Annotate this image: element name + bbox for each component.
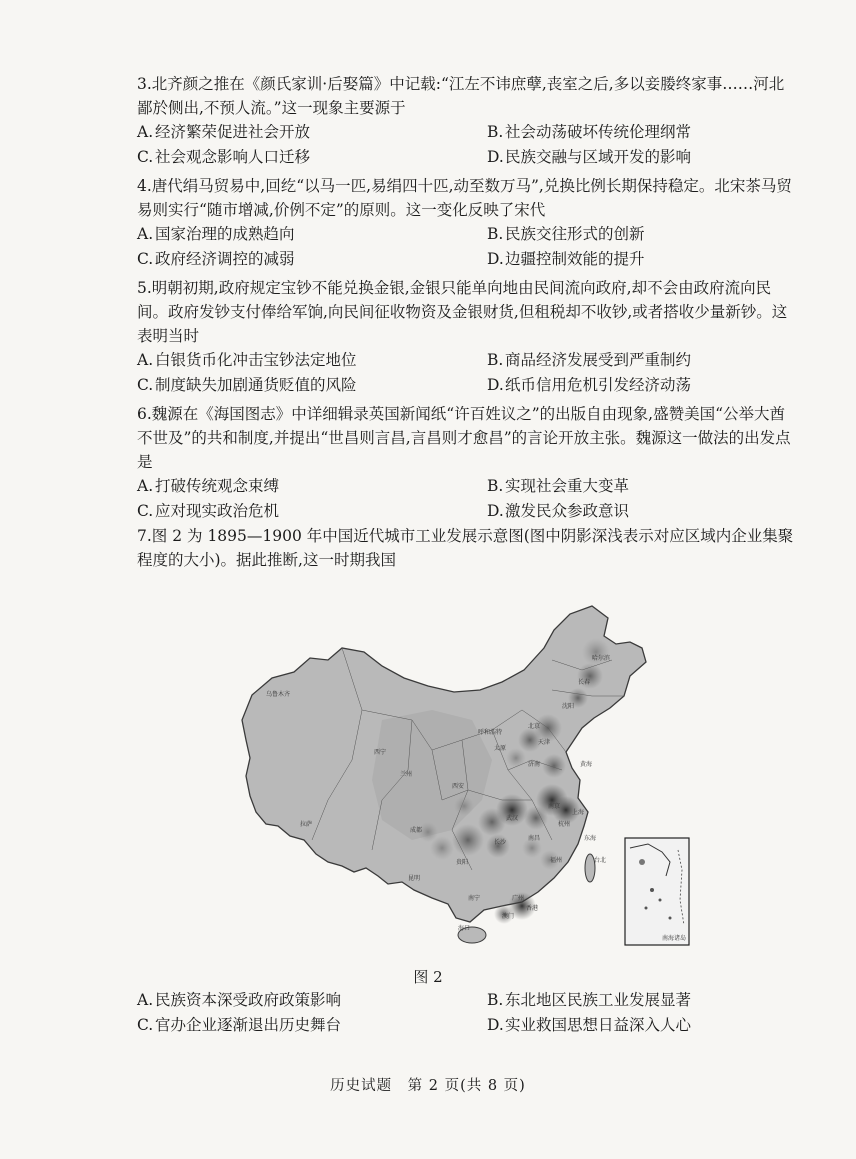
question-stem: 7.图 2 为 1895—1900 年中国近代城市工业发展示意图(图中阴影深浅表示对应区域内企业集聚程度的大小)。据此推断,这一时期我国 (137, 527, 794, 569)
option-a[interactable]: A. 经济繁荣促进社会开放 (137, 123, 311, 141)
china-industry-map (232, 600, 697, 950)
map-place-label: 乌鲁木齐 (266, 691, 291, 698)
figure-caption: 图 2 (413, 968, 443, 986)
map-place-label: 南昌 (528, 835, 541, 842)
question-6 (137, 402, 797, 524)
inset-label: 南海诸岛 (662, 935, 687, 942)
option-d[interactable]: D.纸币信用危机引发经济动荡 (487, 376, 692, 394)
map-place-label: 沈阳 (562, 703, 575, 710)
south-china-sea-inset (625, 838, 689, 945)
option-c[interactable]: C. 政府经济调控的减弱 (137, 250, 295, 268)
map-place-label: 昆明 (408, 875, 421, 882)
option-c[interactable]: C. 官办企业逐渐退出历史舞台 (137, 1016, 342, 1034)
question-stem: 3.北齐颜之推在《颜氏家训·后娶篇》中记载:“江左不讳庶孽,丧室之后,多以妾媵终家事……河北鄙於侧出,不预人流。”这一现象主要源于 (137, 75, 785, 117)
map-place-label: 南京 (548, 803, 561, 810)
option-a[interactable]: A. 民族资本深受政府政策影响 (137, 991, 342, 1009)
map-place-label: 西宁 (374, 749, 387, 756)
map-place-label: 香港 (526, 905, 539, 912)
question-stem: 4.唐代绢马贸易中,回纥“以马一匹,易绢四十匹,动至数万马”,兑换比例长期保持稳定。北宋茶马贸易则实行“随市增减,价例不定”的原则。这一变化反映了宋代 (137, 177, 792, 219)
map-place-label: 海口 (458, 925, 471, 932)
question-stem: 6.魏源在《海国图志》中详细辑录英国新闻纸“许百姓议之”的出版自由现象,盛赞美国“公举大酋不世及”的共和制度,并提出“世昌则言昌,言昌则才愈昌”的言论开放主张。魏源这一做法的出发点是 (137, 405, 791, 471)
option-c[interactable]: C. 社会观念影响人口迁移 (137, 148, 311, 166)
option-c[interactable]: C. 应对现实政治危机 (137, 502, 280, 520)
map-place-label: 长沙 (494, 839, 507, 846)
option-a[interactable]: A. 白银货币化冲击宝钞法定地位 (137, 351, 357, 369)
option-list (137, 474, 797, 524)
question-5 (137, 276, 797, 398)
map-place-label: 济南 (528, 761, 541, 768)
option-a[interactable]: A. 打破传统观念束缚 (137, 477, 280, 495)
option-d[interactable]: D.激发民众参政意识 (487, 502, 630, 520)
option-b[interactable]: B. 社会动荡破坏传统伦理纲常 (487, 123, 692, 141)
map-place-label: 哈尔滨 (592, 655, 611, 662)
page-footer: 历史试题 第 2 页(共 8 页) (330, 1078, 526, 1094)
map-place-label: 呼和浩特 (478, 729, 503, 736)
map-place-label: 长春 (578, 679, 591, 686)
map-place-label: 天津 (538, 739, 551, 746)
map-place-label: 福州 (550, 857, 563, 864)
map-place-label: 贵阳 (456, 859, 469, 866)
map-place-label: 拉萨 (300, 821, 313, 828)
map-place-label: 广州 (512, 895, 525, 902)
map-place-label: 成都 (410, 827, 423, 834)
map-place-label: 兰州 (400, 771, 413, 778)
map-place-label: 澳门 (502, 913, 515, 920)
map-place-label: 台北 (594, 857, 607, 864)
map-place-label: 南宁 (468, 895, 481, 902)
option-b[interactable]: B. 实现社会重大变革 (487, 477, 630, 495)
option-list (137, 988, 797, 1038)
option-list (137, 120, 797, 170)
map-place-label: 武汉 (506, 815, 519, 822)
option-list (137, 348, 797, 398)
question-4 (137, 174, 797, 272)
map-svg (232, 600, 697, 950)
map-place-label: 北京 (528, 723, 541, 730)
option-d[interactable]: D.边疆控制效能的提升 (487, 250, 645, 268)
option-b[interactable]: B. 商品经济发展受到严重制约 (487, 351, 692, 369)
option-list (137, 222, 797, 272)
question-7-options (137, 988, 797, 1038)
option-a[interactable]: A. 国家治理的成熟趋向 (137, 225, 295, 243)
sea-label-east: 东海 (584, 835, 597, 842)
option-d[interactable]: D.实业救国思想日益深入人心 (487, 1016, 692, 1034)
question-3 (137, 72, 797, 170)
map-place-label: 太原 (494, 745, 507, 752)
map-place-label: 杭州 (558, 821, 571, 828)
option-b[interactable]: B. 民族交往形式的创新 (487, 225, 645, 243)
option-b[interactable]: B. 东北地区民族工业发展显著 (487, 991, 692, 1009)
map-place-label: 上海 (572, 809, 585, 816)
question-stem: 5.明朝初期,政府规定宝钞不能兑换金银,金银只能单向地由民间流向政府,却不会由政府流向民间。政府发钞支付俸给军饷,向民间征收物资及金银财货,但租税却不收钞,或者搭收少量新钞。这表明当时 (137, 279, 788, 345)
option-d[interactable]: D.民族交融与区域开发的影响 (487, 148, 692, 166)
sea-label-yellow: 黄海 (580, 761, 593, 768)
question-7 (137, 524, 797, 572)
map-place-label: 西安 (452, 783, 465, 790)
option-c[interactable]: C. 制度缺失加剧通货贬值的风险 (137, 376, 357, 394)
